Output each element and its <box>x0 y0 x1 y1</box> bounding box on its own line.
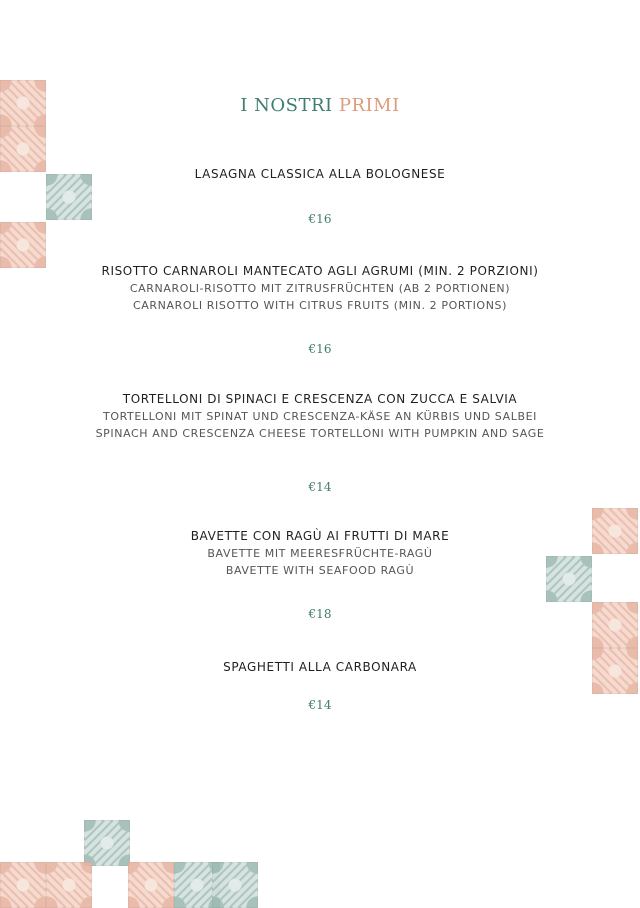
tile-decoration-icon <box>128 862 174 908</box>
dish-price: €16 <box>308 212 332 226</box>
tile-decoration-icon <box>84 820 130 866</box>
title-part-2: PRIMI <box>338 95 400 116</box>
dish-price: €14 <box>308 698 332 712</box>
page-title <box>0 95 640 116</box>
dish-price: €18 <box>308 607 332 621</box>
tile-decoration-icon <box>46 862 92 908</box>
dish-price: €16 <box>308 342 332 356</box>
title-part-1: I NOSTRI <box>240 95 333 116</box>
dish-name: LASAGNA CLASSICA ALLA BOLOGNESE <box>194 167 446 181</box>
dish-name: SPAGHETTI ALLA CARBONARA <box>223 660 417 674</box>
dish-price: €14 <box>308 480 332 494</box>
menu-item <box>0 527 640 579</box>
dish-name: BAVETTE CON RAGÙ AI FRUTTI DI MARE <box>190 529 450 543</box>
dish-description-en: BAVETTE WITH SEAFOOD RAGÙ <box>225 564 415 577</box>
menu-item <box>0 390 640 442</box>
menu-item <box>0 658 640 676</box>
dish-description-en: CARNAROLI RISOTTO WITH CITRUS FRUITS (MIN. 2 PORTIONS) <box>133 299 507 312</box>
menu-item <box>0 165 640 183</box>
tile-decoration-icon <box>0 862 46 908</box>
dish-description-en: SPINACH AND CRESCENZA CHEESE TORTELLONI WITH PUMPKIN AND SAGE <box>95 427 545 440</box>
menu-item <box>0 262 640 314</box>
tile-decoration-icon <box>212 862 258 908</box>
dish-description-de: CARNAROLI-RISOTTO MIT ZITRUSFRÜCHTEN (AB 2 PORTIONEN) <box>129 282 511 295</box>
dish-name: TORTELLONI DI SPINACI E CRESCENZA CON ZUCCA E SALVIA <box>122 392 518 406</box>
dish-description-de: BAVETTE MIT MEERESFRÜCHTE-RAGÙ <box>207 547 433 560</box>
dish-description-de: TORTELLONI MIT SPINAT UND CRESCENZA-KÄSE AN KÜRBIS UND SALBEI <box>103 410 537 423</box>
dish-name: RISOTTO CARNAROLI MANTECATO AGLI AGRUMI (MIN. 2 PORZIONI) <box>101 264 539 278</box>
